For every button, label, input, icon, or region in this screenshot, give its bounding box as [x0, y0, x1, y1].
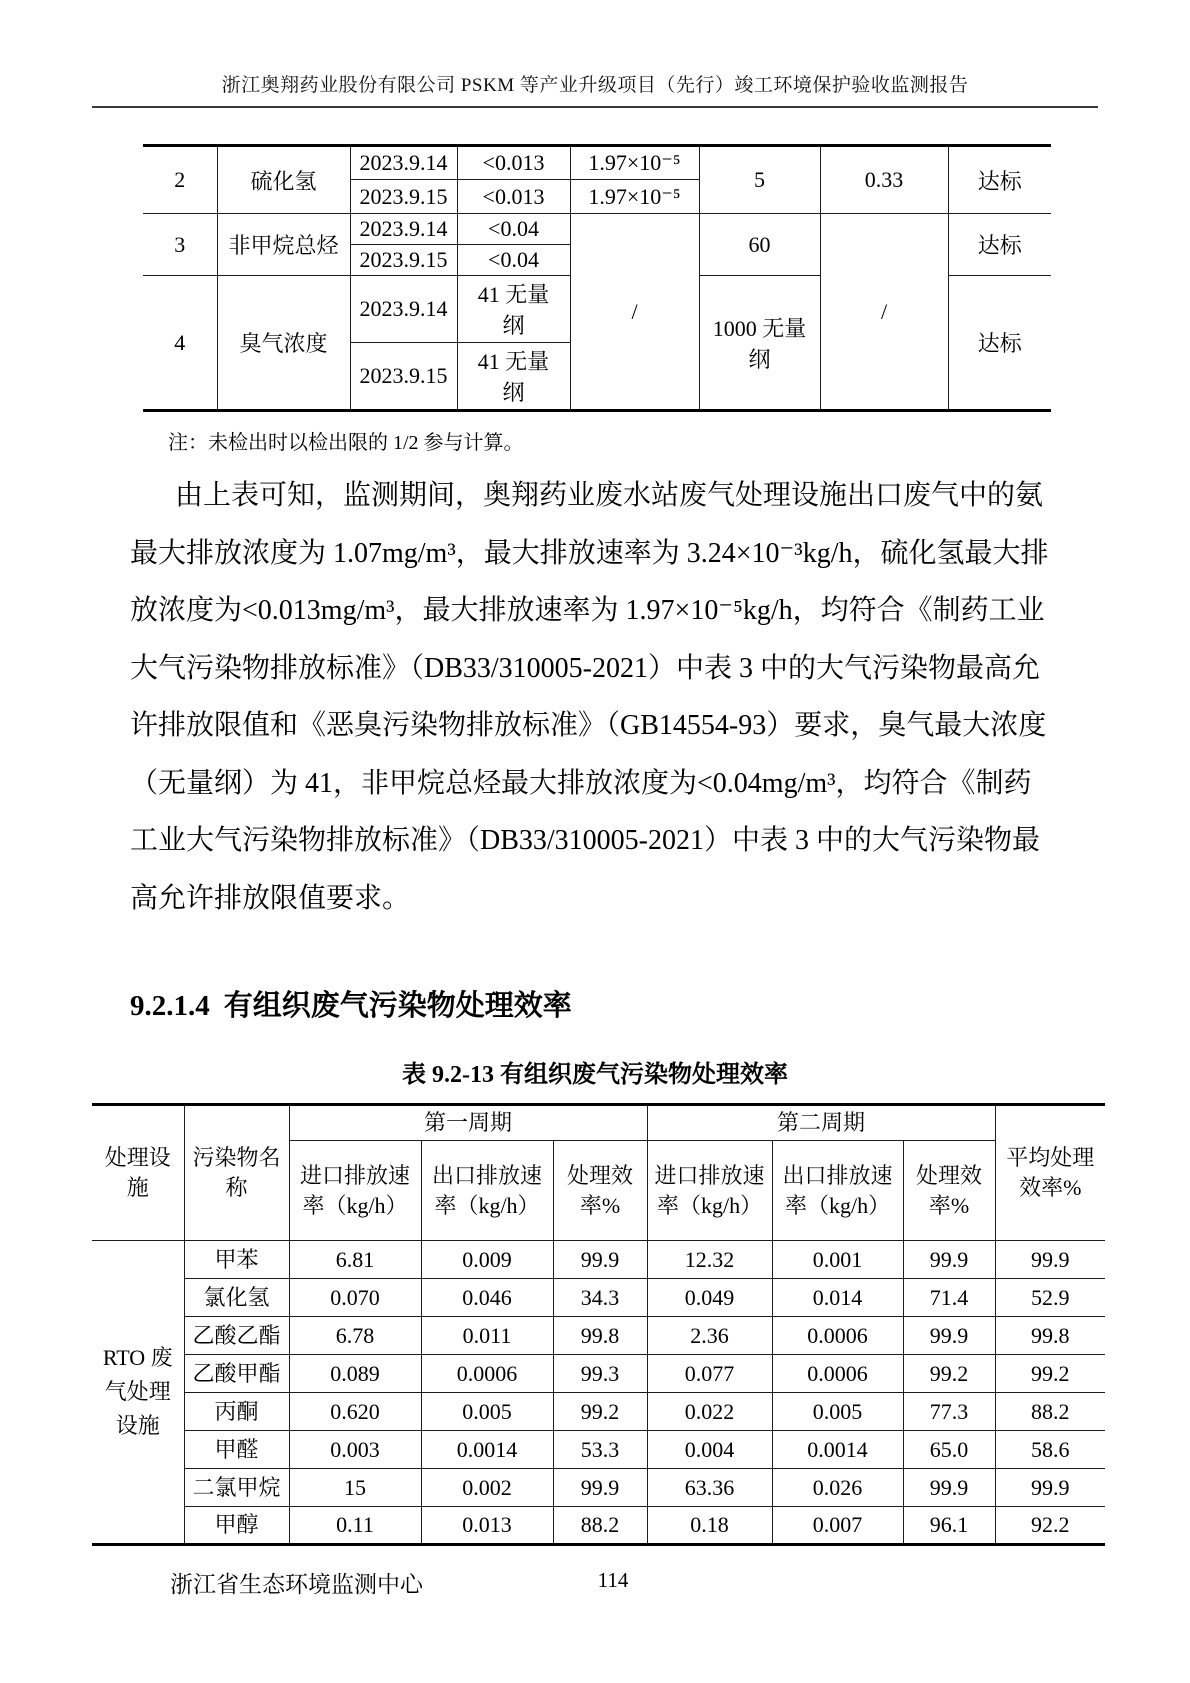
table-row	[92, 1507, 1105, 1545]
measured-concentration: <0.04	[457, 214, 570, 245]
col-header-efficiency-c2: 处理效率%	[903, 1141, 995, 1241]
col-header-inlet-rate-c1: 进口排放速率（kg/h）	[289, 1141, 421, 1241]
pollutant-name: 丙酮	[184, 1393, 289, 1431]
pollutant-name: 非甲烷总烃	[217, 214, 350, 276]
paragraph-line: 放浓度为<0.013mg/m³，最大排放速率为 1.97×10⁻⁵kg/h，均符合《制药工业	[130, 595, 1045, 626]
cycle1-outlet-rate: 0.002	[421, 1469, 553, 1507]
sample-date: 2023.9.15	[350, 343, 457, 411]
cycle2-efficiency: 71.4	[903, 1279, 995, 1317]
measured-concentration: 41 无量纲	[457, 276, 570, 343]
cycle2-efficiency: 65.0	[903, 1431, 995, 1469]
cycle2-efficiency: 99.9	[903, 1469, 995, 1507]
cycle2-outlet-rate: 0.0014	[772, 1431, 903, 1469]
cycle2-inlet-rate: 0.004	[647, 1431, 772, 1469]
measured-rate: 1.97×10⁻⁵	[570, 146, 699, 180]
row-seq: 3	[143, 214, 217, 276]
table-row	[92, 1317, 1105, 1355]
row-seq: 2	[143, 146, 217, 214]
measured-rate-slash: /	[570, 214, 699, 411]
document-title: 浙江奥翔药业股份有限公司 PSKM 等产业升级项目（先行）竣工环境保护验收监测报告	[221, 75, 969, 96]
cycle1-inlet-rate: 0.11	[289, 1507, 421, 1545]
table-caption: 表 9.2-13 有组织废气污染物处理效率	[402, 1062, 788, 1088]
sample-date: 2023.9.14	[350, 214, 457, 245]
cycle2-inlet-rate: 0.022	[647, 1393, 772, 1431]
measured-rate: 1.97×10⁻⁵	[570, 180, 699, 214]
cycle1-inlet-rate: 0.620	[289, 1393, 421, 1431]
cycle2-inlet-rate: 63.36	[647, 1469, 772, 1507]
cycle1-efficiency: 99.9	[553, 1469, 647, 1507]
table-row	[92, 1241, 1105, 1279]
cycle1-outlet-rate: 0.0014	[421, 1431, 553, 1469]
sample-date: 2023.9.14	[350, 146, 457, 180]
cycle2-efficiency: 77.3	[903, 1393, 995, 1431]
sample-date: 2023.9.15	[350, 245, 457, 276]
table-row	[92, 1279, 1105, 1317]
cycle1-outlet-rate: 0.009	[421, 1241, 553, 1279]
compliance-result: 达标	[948, 146, 1051, 214]
cycle1-outlet-rate: 0.013	[421, 1507, 553, 1545]
col-header-outlet-rate-c2: 出口排放速率（kg/h）	[772, 1141, 903, 1241]
cycle1-outlet-rate: 0.046	[421, 1279, 553, 1317]
cycle1-efficiency: 53.3	[553, 1431, 647, 1469]
cycle2-efficiency: 99.9	[903, 1241, 995, 1279]
cycle1-inlet-rate: 0.070	[289, 1279, 421, 1317]
table-row	[92, 1355, 1105, 1393]
body-paragraph	[130, 467, 1060, 927]
measured-concentration: <0.013	[457, 180, 570, 214]
cycle1-efficiency: 88.2	[553, 1507, 647, 1545]
cycle2-efficiency: 99.9	[903, 1317, 995, 1355]
header-rule	[92, 106, 1098, 108]
cycle1-outlet-rate: 0.005	[421, 1393, 553, 1431]
paragraph-line: 高允许排放限值要求。	[130, 882, 411, 914]
pollutant-name: 硫化氢	[217, 146, 350, 214]
average-efficiency: 58.6	[995, 1431, 1105, 1469]
table-header-row	[92, 1105, 1105, 1141]
col-header-efficiency-c1: 处理效率%	[553, 1141, 647, 1241]
cycle2-outlet-rate: 0.0006	[772, 1355, 903, 1393]
average-efficiency: 99.2	[995, 1355, 1105, 1393]
table-row	[92, 1469, 1105, 1507]
page-header	[0, 0, 1190, 97]
row-seq: 4	[143, 276, 217, 411]
cycle1-efficiency: 99.3	[553, 1355, 647, 1393]
emission-results-table	[143, 144, 1051, 412]
table-row	[143, 146, 1051, 180]
cycle2-efficiency: 96.1	[903, 1507, 995, 1545]
cycle1-efficiency: 99.2	[553, 1393, 647, 1431]
measured-concentration: 41 无量纲	[457, 343, 570, 411]
cycle1-inlet-rate: 6.78	[289, 1317, 421, 1355]
cycle2-outlet-rate: 0.0006	[772, 1317, 903, 1355]
average-efficiency: 92.2	[995, 1507, 1105, 1545]
cycle1-inlet-rate: 0.089	[289, 1355, 421, 1393]
average-efficiency: 52.9	[995, 1279, 1105, 1317]
cycle2-outlet-rate: 0.001	[772, 1241, 903, 1279]
paragraph-line: 大气污染物排放标准》（DB33/310005-2021）中表 3 中的大气污染物最高允	[130, 652, 1041, 684]
cycle2-efficiency: 99.2	[903, 1355, 995, 1393]
paragraph-line: 工业大气污染物排放标准》（DB33/310005-2021）中表 3 中的大气污染物最	[130, 825, 1041, 856]
table-row	[143, 214, 1051, 245]
average-efficiency: 99.8	[995, 1317, 1105, 1355]
cycle1-outlet-rate: 0.011	[421, 1317, 553, 1355]
cycle1-efficiency: 34.3	[553, 1279, 647, 1317]
col-header-outlet-rate-c1: 出口排放速率（kg/h）	[421, 1141, 553, 1241]
page-number: 114	[597, 1568, 629, 1592]
section-heading	[130, 983, 1060, 1024]
pollutant-name: 臭气浓度	[217, 276, 350, 411]
cycle1-inlet-rate: 15	[289, 1469, 421, 1507]
cycle1-efficiency: 99.9	[553, 1241, 647, 1279]
section-number: 9.2.1.4	[130, 990, 210, 1022]
cycle2-outlet-rate: 0.026	[772, 1469, 903, 1507]
average-efficiency: 99.9	[995, 1469, 1105, 1507]
table-row	[92, 1431, 1105, 1469]
table-row	[92, 1393, 1105, 1431]
pollutant-name: 乙酸乙酯	[184, 1317, 289, 1355]
paragraph-line: 许排放限值和《恶臭污染物排放标准》（GB14554-93）要求，臭气最大浓度	[130, 710, 1047, 741]
average-efficiency: 99.9	[995, 1241, 1105, 1279]
pollutant-name: 二氯甲烷	[184, 1469, 289, 1507]
footer-organization: 浙江省生态环境监测中心	[170, 1572, 423, 1597]
limit-rate-slash: /	[820, 214, 948, 411]
col-header-avg-efficiency: 平均处理效率%	[995, 1105, 1105, 1241]
cycle2-outlet-rate: 0.014	[772, 1279, 903, 1317]
measured-concentration: <0.013	[457, 146, 570, 180]
cycle1-inlet-rate: 0.003	[289, 1431, 421, 1469]
cycle2-outlet-rate: 0.007	[772, 1507, 903, 1545]
compliance-result: 达标	[948, 276, 1051, 411]
cycle2-outlet-rate: 0.005	[772, 1393, 903, 1431]
table-note: 注：未检出时以检出限的 1/2 参与计算。	[168, 432, 524, 454]
limit-rate: 0.33	[820, 146, 948, 214]
cycle2-inlet-rate: 0.18	[647, 1507, 772, 1545]
cycle2-inlet-rate: 12.32	[647, 1241, 772, 1279]
paragraph-line: 由上表可知，监测期间，奥翔药业废水站废气处理设施出口废气中的氨	[175, 480, 1044, 511]
col-header-cycle1: 第一周期	[289, 1105, 647, 1141]
paragraph-line: 最大排放浓度为 1.07mg/m³，最大排放速率为 3.24×10⁻³kg/h，硫化氢最大排	[130, 537, 1049, 569]
limit-concentration: 60	[699, 214, 820, 276]
average-efficiency: 88.2	[995, 1393, 1105, 1431]
limit-concentration: 5	[699, 146, 820, 214]
cycle2-inlet-rate: 0.049	[647, 1279, 772, 1317]
pollutant-name: 甲醛	[184, 1431, 289, 1469]
sample-date: 2023.9.14	[350, 276, 457, 343]
pollutant-name: 甲苯	[184, 1241, 289, 1279]
section-title: 有组织废气污染物处理效率	[223, 990, 572, 1022]
compliance-result: 达标	[948, 214, 1051, 276]
col-header-cycle2: 第二周期	[647, 1105, 995, 1141]
col-header-pollutant: 污染物名称	[184, 1105, 289, 1241]
cycle1-inlet-rate: 6.81	[289, 1241, 421, 1279]
limit-concentration: 1000 无量纲	[699, 276, 820, 411]
paragraph-line: （无量纲）为 41，非甲烷总烃最大排放浓度为<0.04mg/m³，均符合《制药	[130, 767, 1032, 799]
pollutant-name: 氯化氢	[184, 1279, 289, 1317]
pollutant-name: 甲醇	[184, 1507, 289, 1545]
page-footer	[92, 1566, 1098, 1600]
treatment-efficiency-table	[92, 1103, 1105, 1546]
cycle1-efficiency: 99.8	[553, 1317, 647, 1355]
facility-name: RTO 废气处理设施	[92, 1241, 184, 1545]
sample-date: 2023.9.15	[350, 180, 457, 214]
measured-concentration: <0.04	[457, 245, 570, 276]
col-header-facility: 处理设施	[92, 1105, 184, 1241]
cycle2-inlet-rate: 0.077	[647, 1355, 772, 1393]
cycle1-outlet-rate: 0.0006	[421, 1355, 553, 1393]
col-header-inlet-rate-c2: 进口排放速率（kg/h）	[647, 1141, 772, 1241]
cycle2-inlet-rate: 2.36	[647, 1317, 772, 1355]
pollutant-name: 乙酸甲酯	[184, 1355, 289, 1393]
